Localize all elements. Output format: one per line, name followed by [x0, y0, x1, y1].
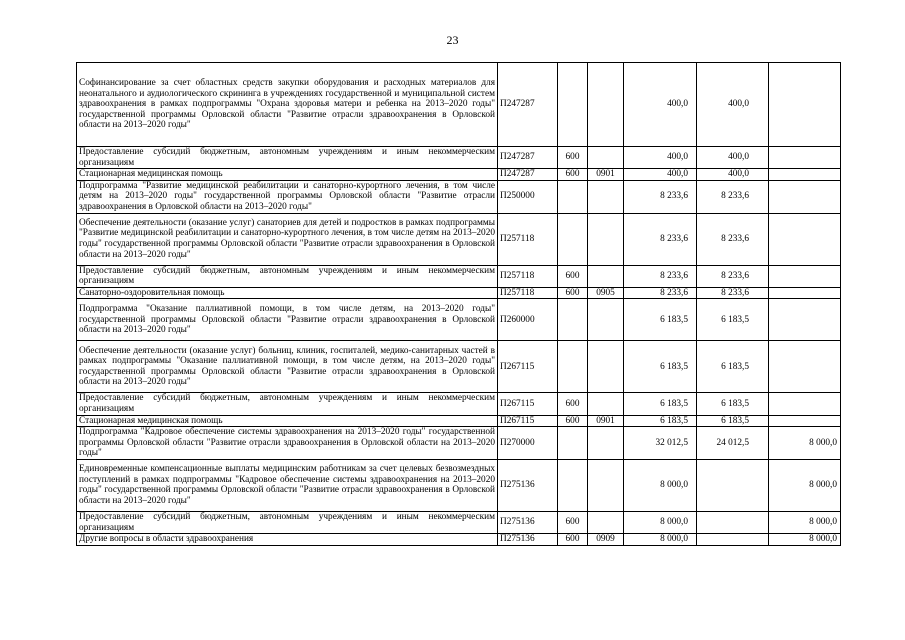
row-name-cell: Подпрограмма "Оказание паллиативной помощи, в том числе детям, на 2013–2020 годы" государственной программы Орловской области "Развитие отрасли здравоохранения в Орловской области на 2013–2020 годы"	[77, 299, 498, 341]
row-amount-2-cell	[697, 511, 769, 533]
row-amount-1-cell: 400,0	[624, 63, 697, 147]
table-row	[77, 147, 841, 169]
row-amount-2-cell: 8 233,6	[697, 265, 769, 287]
row-name-cell: Подпрограмма "Развитие медицинской реабилитации и санаторно-курортного лечения, в том числе детям на 2013–2020 годы" государственной программы Орловской области "Развитие отрасли здравоохранения в Орловской области на 2013–2020 годы"	[77, 180, 498, 213]
row-amount-3-cell: 8 000,0	[769, 534, 841, 546]
row-code-cell: П257118	[498, 265, 558, 287]
row-amount-3-cell	[769, 213, 841, 265]
row-amount-2-cell	[697, 459, 769, 511]
table-row	[77, 287, 841, 299]
row-name-cell: Другие вопросы в области здравоохранения	[77, 534, 498, 546]
table-row	[77, 265, 841, 287]
row-name-cell: Предоставление субсидий бюджетным, автономным учреждениям и иным некоммерческим организациям	[77, 393, 498, 415]
row-amount-2-cell: 400,0	[697, 169, 769, 181]
row-amount-1-cell: 32 012,5	[624, 427, 697, 460]
row-expense-type-cell: 600	[558, 511, 588, 533]
row-section-cell	[588, 63, 624, 147]
row-name-cell: Предоставление субсидий бюджетным, автономным учреждениям и иным некоммерческим организациям	[77, 265, 498, 287]
row-code-cell: П257118	[498, 287, 558, 299]
row-expense-type-cell: 600	[558, 169, 588, 181]
row-amount-3-cell	[769, 180, 841, 213]
row-amount-1-cell: 8 233,6	[624, 287, 697, 299]
budget-table	[76, 62, 841, 546]
row-name-cell: Софинансирование за счет областных средств закупки оборудования и расходных материалов для неонатального и аудиологического скрининга в учреждениях государственной и муниципальной систем здравоохранения в рамках подпрограммы "Охрана здоровья матери и ребенка на 2013–2020 годы" государственной программы Орловской области "Развитие отрасли здравоохранения в Орловской области на 2013–2020 годы"	[77, 63, 498, 147]
row-amount-1-cell: 8 000,0	[624, 534, 697, 546]
row-expense-type-cell: 600	[558, 393, 588, 415]
row-amount-1-cell: 8 233,6	[624, 213, 697, 265]
row-amount-3-cell	[769, 147, 841, 169]
row-amount-2-cell: 6 183,5	[697, 415, 769, 427]
row-amount-1-cell: 6 183,5	[624, 341, 697, 393]
row-name-cell: Стационарная медицинская помощь	[77, 169, 498, 181]
row-amount-1-cell: 400,0	[624, 147, 697, 169]
row-expense-type-cell	[558, 213, 588, 265]
row-amount-3-cell	[769, 63, 841, 147]
row-section-cell	[588, 265, 624, 287]
row-section-cell: 0901	[588, 415, 624, 427]
row-amount-2-cell: 24 012,5	[697, 427, 769, 460]
row-code-cell: П267115	[498, 415, 558, 427]
row-name-cell: Единовременные компенсационные выплаты медицинским работникам за счет целевых безвозмездных поступлений в рамках подпрограммы "Кадровое обеспечение системы здравоохранения на 2013–2020 годы" государственной программы Орловской области "Развитие отрасли здравоохранения в Орловской области на 2013–2020 годы"	[77, 459, 498, 511]
table-row	[77, 213, 841, 265]
row-amount-1-cell: 6 183,5	[624, 415, 697, 427]
row-amount-2-cell: 8 233,6	[697, 180, 769, 213]
row-code-cell: П275136	[498, 511, 558, 533]
row-amount-1-cell: 8 233,6	[624, 180, 697, 213]
row-amount-1-cell: 6 183,5	[624, 299, 697, 341]
row-code-cell: П247287	[498, 147, 558, 169]
row-code-cell: П247287	[498, 63, 558, 147]
row-section-cell	[588, 299, 624, 341]
table-row	[77, 393, 841, 415]
row-amount-2-cell: 6 183,5	[697, 299, 769, 341]
row-amount-2-cell: 6 183,5	[697, 341, 769, 393]
row-amount-2-cell: 400,0	[697, 63, 769, 147]
row-expense-type-cell	[558, 341, 588, 393]
row-section-cell	[588, 213, 624, 265]
row-amount-3-cell	[769, 169, 841, 181]
row-amount-2-cell	[697, 534, 769, 546]
row-expense-type-cell: 600	[558, 415, 588, 427]
row-amount-2-cell: 8 233,6	[697, 213, 769, 265]
table-row	[77, 415, 841, 427]
table-row	[77, 63, 841, 147]
row-name-cell: Обеспечение деятельности (оказание услуг) больниц, клиник, госпиталей, медико-санитарных частей в рамках подпрограммы "Оказание паллиативной помощи, в том числе детям, на 2013–2020 годы" государственной программы Орловской области "Развитие отрасли здравоохранения в Орловской области на 2013–2020 годы"	[77, 341, 498, 393]
row-amount-3-cell	[769, 393, 841, 415]
row-expense-type-cell	[558, 180, 588, 213]
row-expense-type-cell: 600	[558, 147, 588, 169]
row-section-cell	[588, 147, 624, 169]
row-code-cell: П260000	[498, 299, 558, 341]
row-amount-2-cell: 8 233,6	[697, 287, 769, 299]
row-amount-3-cell: 8 000,0	[769, 459, 841, 511]
row-expense-type-cell	[558, 299, 588, 341]
row-section-cell: 0905	[588, 287, 624, 299]
row-name-cell: Предоставление субсидий бюджетным, автономным учреждениям и иным некоммерческим организациям	[77, 511, 498, 533]
row-section-cell	[588, 511, 624, 533]
row-amount-3-cell	[769, 415, 841, 427]
row-section-cell	[588, 341, 624, 393]
row-amount-1-cell: 8 000,0	[624, 511, 697, 533]
row-code-cell: П275136	[498, 459, 558, 511]
table-row	[77, 341, 841, 393]
row-amount-3-cell	[769, 287, 841, 299]
row-name-cell: Санаторно-оздоровительная помощь	[77, 287, 498, 299]
table-row	[77, 299, 841, 341]
row-name-cell: Стационарная медицинская помощь	[77, 415, 498, 427]
page-number: 23	[446, 33, 459, 47]
row-amount-3-cell	[769, 299, 841, 341]
row-name-cell: Обеспечение деятельности (оказание услуг) санаториев для детей и подростков в рамках подпрограммы "Развитие медицинской реабилитации и санаторно-курортного лечения, в том числе детям на 2013–2020 годы" государственной программы Орловской области "Развитие отрасли здравоохранения в Орловской области на 2013–2020 годы"	[77, 213, 498, 265]
row-amount-1-cell: 8 000,0	[624, 459, 697, 511]
table-row	[77, 180, 841, 213]
row-expense-type-cell	[558, 63, 588, 147]
table-row	[77, 427, 841, 460]
row-expense-type-cell: 600	[558, 287, 588, 299]
row-amount-2-cell: 400,0	[697, 147, 769, 169]
row-expense-type-cell: 600	[558, 534, 588, 546]
row-section-cell: 0909	[588, 534, 624, 546]
row-expense-type-cell	[558, 459, 588, 511]
row-name-cell: Предоставление субсидий бюджетным, автономным учреждениям и иным некоммерческим организациям	[77, 147, 498, 169]
table-row	[77, 534, 841, 546]
row-code-cell: П257118	[498, 213, 558, 265]
row-amount-1-cell: 6 183,5	[624, 393, 697, 415]
row-section-cell	[588, 393, 624, 415]
budget-table-body	[77, 63, 841, 546]
row-code-cell: П247287	[498, 169, 558, 181]
row-code-cell: П270000	[498, 427, 558, 460]
table-row	[77, 459, 841, 511]
row-amount-1-cell: 400,0	[624, 169, 697, 181]
row-code-cell: П250000	[498, 180, 558, 213]
row-expense-type-cell	[558, 427, 588, 460]
row-amount-3-cell	[769, 341, 841, 393]
table-row	[77, 511, 841, 533]
row-code-cell: П275136	[498, 534, 558, 546]
row-amount-3-cell: 8 000,0	[769, 511, 841, 533]
row-name-cell: Подпрограмма "Кадровое обеспечение системы здравоохранения на 2013–2020 годы" государственной программы Орловской области "Развитие отрасли здравоохранения в Орловской области на 2013–2020 годы"	[77, 427, 498, 460]
row-section-cell	[588, 459, 624, 511]
row-code-cell: П267115	[498, 341, 558, 393]
row-expense-type-cell: 600	[558, 265, 588, 287]
row-section-cell: 0901	[588, 169, 624, 181]
row-amount-3-cell	[769, 265, 841, 287]
table-row	[77, 169, 841, 181]
row-section-cell	[588, 180, 624, 213]
row-section-cell	[588, 427, 624, 460]
row-amount-3-cell: 8 000,0	[769, 427, 841, 460]
row-amount-2-cell: 6 183,5	[697, 393, 769, 415]
row-amount-1-cell: 8 233,6	[624, 265, 697, 287]
row-code-cell: П267115	[498, 393, 558, 415]
